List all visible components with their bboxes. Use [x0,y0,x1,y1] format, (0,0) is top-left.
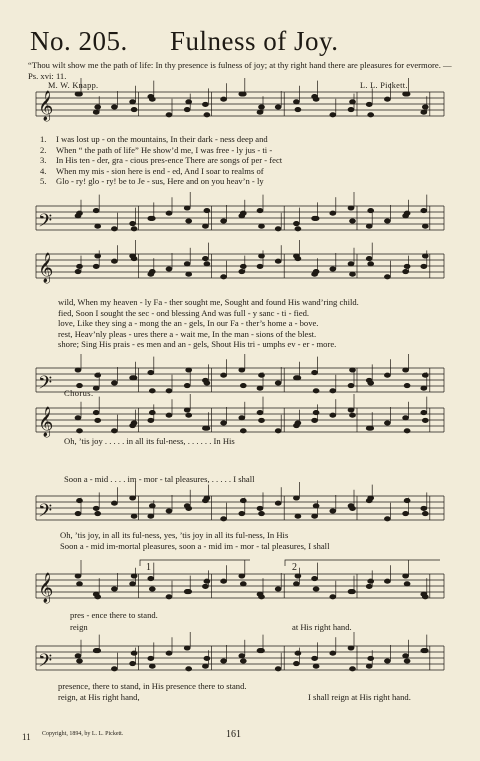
epigraph-scripture: “Thou wilt show me the path of life: In thy presence is fulness of joy; at thy right hand there are pleasures for evermore. — Ps. xvi: 11. [28,60,452,81]
note-head [111,429,117,433]
note-head [259,105,265,109]
note-head [202,664,208,668]
note-head [348,408,354,412]
note-head [149,587,155,591]
note-head [166,595,172,599]
chorus-lower-line-2: Soon a - mid im-mortal pleasures, soon a - mid im - mor - tal pleasures, I shall [60,541,330,551]
note-head [131,227,137,231]
page-number: 161 [226,729,241,740]
note-head [149,97,155,101]
note-head [404,211,410,215]
note-head [111,259,117,263]
note-head [422,224,428,228]
verse-line: 1. I was lost up - on the mountains, In their dark - ness deep and [40,134,268,144]
note-head [202,584,208,588]
note-head [130,582,136,586]
note-head [204,579,210,583]
note-head [166,651,172,655]
note-head [221,97,227,101]
note-head [186,100,192,104]
note-head [350,368,356,372]
note-head [166,211,172,215]
note-head [366,256,372,260]
verse-line: 2. When “ the path of life” He show’d me, I was free - ly jus - ti - [40,144,273,155]
note-head [384,421,390,425]
note-head [275,381,281,385]
note-head [184,262,190,266]
note-head [202,256,208,260]
note-head [312,514,318,518]
note-head [313,410,319,414]
verse-line: wild, When my heaven - ly Fa - ther sought me, Sought and found His wand’ring child. [58,297,359,307]
svg-text:𝄢: 𝄢 [38,501,53,526]
note-head [350,100,356,104]
note-head [204,208,210,212]
note-head [368,426,374,430]
note-head [148,576,154,580]
note-head [95,373,101,377]
note-head [131,651,137,655]
note-head [95,224,101,228]
note-head [111,381,117,385]
note-head [240,383,246,387]
note-head [404,92,410,96]
note-head [295,421,301,425]
note-head [421,386,427,390]
note-head [330,651,336,655]
note-head [131,574,137,578]
note-head [384,517,390,521]
note-head [239,574,245,578]
note-head [93,110,99,114]
note-head [184,383,190,387]
note-head [259,595,265,599]
note-head [221,659,227,663]
note-head [131,421,137,425]
note-head [186,667,192,671]
note-head [259,254,265,258]
note-head [366,664,372,668]
note-head [275,587,281,591]
note-head [77,429,83,433]
note-head [368,579,374,583]
note-head [257,506,263,510]
note-head [293,100,299,104]
note-head [348,383,354,387]
note-head [257,208,263,212]
note-head [368,656,374,660]
note-head [293,582,299,586]
verse-line: 5. Glo - ry! glo - ry! be to Je - sus, Here and on you heav’n - ly [40,176,264,187]
note-head [313,269,319,273]
svg-text:𝄢: 𝄢 [38,651,53,676]
note-head [422,373,428,377]
note-head [186,589,192,593]
note-head [403,416,409,420]
note-head [403,511,409,515]
note-head [384,579,390,583]
note-head [259,224,265,228]
note-head [130,221,136,225]
ending-numbers [146,562,297,573]
note-head [186,219,192,223]
note-head [293,221,299,225]
note-head [204,113,210,117]
note-head [295,574,301,578]
svg-text:𝄞: 𝄞 [38,407,54,437]
author-credit: M. W. Knapp. [48,81,99,90]
note-head [75,511,81,515]
note-head [366,584,372,588]
note-head [77,264,83,268]
note-head [330,211,336,215]
note-head [330,267,336,271]
svg-text:𝄢: 𝄢 [38,373,53,398]
note-head [130,100,136,104]
note-head [348,646,354,650]
svg-text:𝄞: 𝄞 [38,573,54,603]
second-ending-bracket [285,560,440,566]
note-head [422,418,428,422]
note-head [275,501,281,505]
note-head [384,659,390,663]
note-head [93,208,99,212]
note-head [421,506,427,510]
note-head [204,262,210,266]
note-head [240,92,246,96]
note-head [148,514,154,518]
note-head [350,589,356,593]
note-head [93,386,99,390]
note-head [221,275,227,279]
note-head [202,102,208,106]
note-head [313,216,319,220]
chorus-label: Chorus. [64,388,94,398]
note-head [313,389,319,393]
note-head [166,413,172,417]
first-ending-bracket [140,560,250,566]
note-head [313,97,319,101]
note-head [293,496,299,500]
note-head [295,514,301,518]
note-head [186,413,192,417]
note-head [350,219,356,223]
note-head [95,254,101,258]
hymn-title: Fulness of Joy. [170,26,339,56]
note-head [293,661,299,665]
note-head [404,498,410,502]
note-head [257,110,263,114]
verse-line: rest, Heav’nly pleas - ures there a - wait me, In the man - sions of the blest. [58,328,317,339]
note-head [149,410,155,414]
note-head [330,595,336,599]
note-head [77,211,83,215]
note-head [368,381,374,385]
note-head [239,269,245,273]
note-head [259,418,265,422]
note-head [275,227,281,231]
note-head [275,667,281,671]
svg-text:2: 2 [292,562,297,573]
verse-block-1 [40,134,282,187]
svg-text:𝄞: 𝄞 [38,253,54,283]
ending-lower-line-1: presence, there to stand, in His presence there to stand. [58,681,247,691]
note-head [330,389,336,393]
chorus-lower-line-1: Oh, ’tis joy, in all its ful-ness, yes, ’tis joy in all its ful-ness, In His [60,530,289,540]
note-head [186,506,192,510]
note-head [384,373,390,377]
ending-upper-line-2: reign [70,622,88,632]
note-head [77,92,83,96]
note-head [240,498,246,502]
note-head [421,410,427,414]
note-head [75,654,81,658]
note-head [93,264,99,268]
note-head [384,97,390,101]
note-head [131,376,137,380]
note-head [77,659,83,663]
note-head [259,511,265,515]
note-head [422,511,428,515]
note-head [404,383,410,387]
note-head [295,651,301,655]
note-head [239,654,245,658]
note-head [204,426,210,430]
verse-line: shore; Sing His prais - es men and an - gels, Shout His tri - umphs ev - er - more. [58,339,337,350]
note-head [111,105,117,109]
note-head [221,517,227,521]
note-head [368,496,374,500]
note-head [403,654,409,658]
note-head [404,582,410,586]
note-head [240,211,246,215]
note-head [368,262,374,266]
note-head [350,667,356,671]
note-head [257,410,263,414]
hymn-number: No. 205. [30,26,128,56]
note-head [95,105,101,109]
note-head [404,429,410,433]
note-head [77,498,83,502]
note-head [295,107,301,111]
note-head [403,574,409,578]
note-head [75,416,81,420]
note-head [404,264,410,268]
note-head [184,646,190,650]
note-head [239,368,245,372]
note-head [202,224,208,228]
note-head [422,105,428,109]
note-head [148,418,154,422]
note-head [422,648,428,652]
note-head [111,227,117,231]
note-head [221,219,227,223]
note-head [348,107,354,111]
note-head [312,576,318,580]
note-head [313,504,319,508]
note-head [330,509,336,513]
note-head [421,110,427,114]
verse-line: 4. When my mis - sion here is end - ed, And I soar to realms of [40,165,264,176]
note-head [148,370,154,374]
note-head [186,272,192,276]
note-head [149,216,155,220]
note-head [111,667,117,671]
verse-line: fied, Soon I sought the sec - ond blessing And was full - y sanc - ti - fied. [58,307,310,318]
note-head [350,272,356,276]
note-head [131,107,137,111]
note-head [95,418,101,422]
note-head [421,264,427,268]
note-head [312,656,318,660]
note-head [259,373,265,377]
note-head [204,656,210,660]
note-head [257,386,263,390]
note-head [350,506,356,510]
note-head [240,659,246,663]
note-head [130,496,136,500]
ending-lower-line-2b: I shall reign at His right hand. [308,692,411,702]
note-head [295,227,301,231]
note-head [75,574,81,578]
note-head [111,587,117,591]
note-head [275,105,281,109]
note-head [422,595,428,599]
note-head [312,418,318,422]
note-head [166,267,172,271]
verse-line: love, Like they sing a - mong the an - gels, In our Fa - ther’s home a - bove. [58,318,319,329]
note-head [295,256,301,260]
note-head [148,656,154,660]
note-head [239,416,245,420]
note-head [221,373,227,377]
note-head [403,368,409,372]
svg-text:𝄞: 𝄞 [38,91,54,121]
note-head [149,389,155,393]
note-head [111,501,117,505]
svg-text:𝄢: 𝄢 [38,211,53,236]
note-head [93,410,99,414]
note-head [240,582,246,586]
note-head [403,269,409,273]
note-head [350,413,356,417]
note-head [330,413,336,417]
note-head [131,514,137,518]
note-head [275,259,281,263]
note-head [184,107,190,111]
note-head [184,206,190,210]
verse-block-2 [58,297,359,350]
note-head [330,113,336,117]
note-head [295,376,301,380]
note-head [75,269,81,273]
note-head [204,381,210,385]
note-head [93,506,99,510]
copyright-notice: Copyright, 1894, by L. L. Pickett. [42,731,124,737]
note-head [166,113,172,117]
note-head [221,421,227,425]
chorus-upper-line-1: Oh, ’tis joy . . . . . in all its ful-ness, . . . . . . In His [64,436,235,446]
note-head [166,389,172,393]
note-head [366,102,372,106]
chorus-upper-line-2: Soon a - mid . . . . im - mor - tal pleasures, . . . . . I shall [64,474,255,484]
note-head [240,429,246,433]
note-head [366,224,372,228]
verse-line: 3. In His ten - der, gra - cious pres-ence There are songs of per - fect [40,155,283,166]
note-head [204,496,210,500]
footer-folio: 11 [22,732,31,742]
note-head [166,509,172,513]
note-head [77,582,83,586]
note-head [239,511,245,515]
note-head [95,511,101,515]
note-head [368,208,374,212]
note-head [149,504,155,508]
composer-credit: L. L. Pickett. [360,81,408,90]
note-head [313,587,319,591]
note-head [186,368,192,372]
note-head [149,664,155,668]
ending-upper-line-1: pres - ence there to stand. [70,610,158,620]
note-head [95,595,101,599]
note-head [421,208,427,212]
note-head [130,661,136,665]
note-head [240,264,246,268]
note-head [75,368,81,372]
note-head [384,275,390,279]
note-head [422,254,428,258]
ending-lower-line-2: reign, at His right hand, [58,692,140,702]
note-head [348,262,354,266]
note-head [257,264,263,268]
note-head [384,219,390,223]
svg-text:1: 1 [146,562,151,573]
note-head [368,113,374,117]
note-head [275,429,281,433]
note-head [259,648,265,652]
note-head [312,370,318,374]
note-head [131,256,137,260]
note-head [184,408,190,412]
note-head [221,579,227,583]
note-head [149,269,155,273]
ending-upper-line-2b: at His right hand. [292,622,352,632]
note-head [95,648,101,652]
note-head [348,206,354,210]
note-head [404,659,410,663]
note-head [313,664,319,668]
